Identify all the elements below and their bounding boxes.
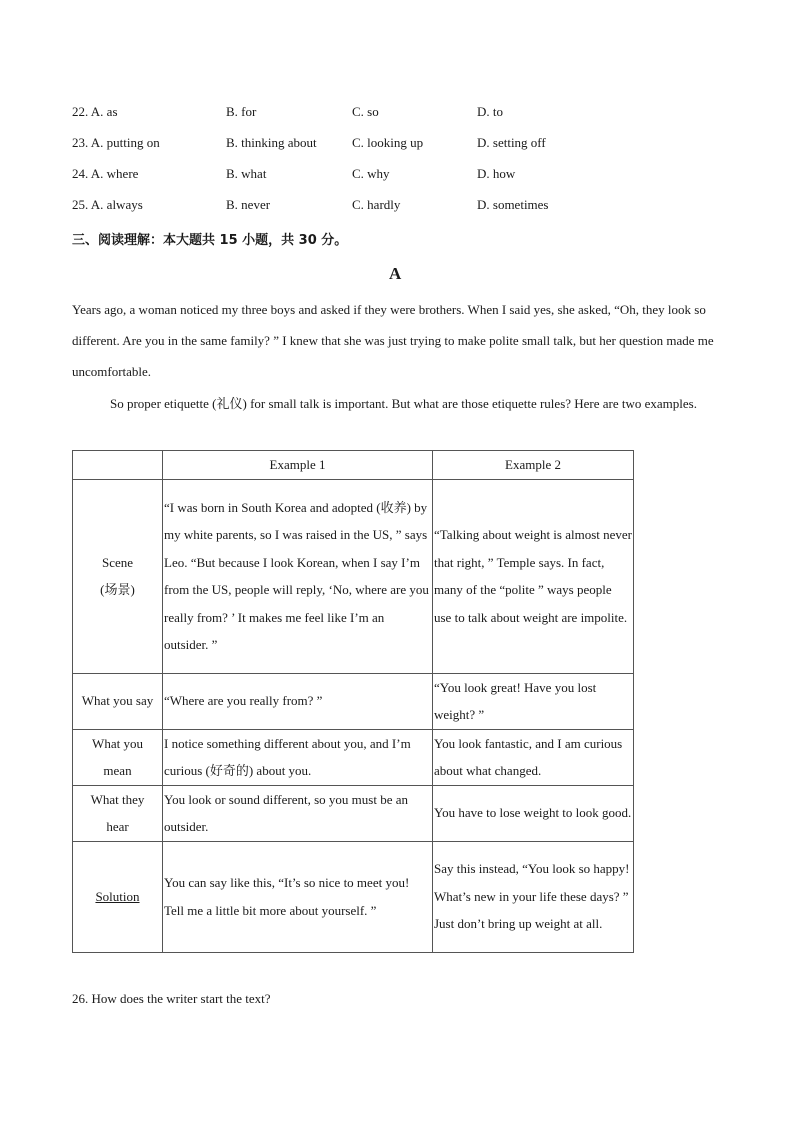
paragraph-text: So proper etiquette (礼仪) for small talk is important. But what are those etiquette rules? Here are two examples. bbox=[110, 396, 697, 411]
table-row-what-they-hear bbox=[73, 785, 634, 841]
table-header-row bbox=[73, 451, 634, 480]
option-a: 24. A. where bbox=[72, 166, 139, 181]
option-c: C. why bbox=[352, 166, 390, 181]
example-1-cell: “Where are you really from? ” bbox=[163, 673, 433, 729]
table-row-what-you-mean bbox=[73, 729, 634, 785]
example-1-cell: “I was born in South Korea and adopted (收养) by my white parents, so I was raised in the US, ” says Leo. “But because I look Korean, when I say I’m from the US, people will reply, ‘No, where are you really from? ’ It makes me feel like I’m an outsider. ” bbox=[163, 479, 433, 673]
example-1-cell: You can say like this, “It’s so nice to meet you! Tell me a little bit more about yourself. ” bbox=[163, 841, 433, 952]
section-heading: 三、阅读理解：本大题共 15 小题，共 30 分。 bbox=[72, 233, 348, 248]
passage-title: A bbox=[389, 264, 402, 283]
option-b: B. for bbox=[226, 104, 257, 119]
passage-paragraph-1 bbox=[72, 294, 732, 387]
option-b: B. never bbox=[226, 197, 271, 212]
row-label: Scene (场景) bbox=[73, 479, 163, 673]
row-label-cell bbox=[73, 841, 163, 952]
option-a: 25. A. always bbox=[72, 197, 143, 212]
option-d: D. how bbox=[477, 166, 516, 181]
example-1-cell: You look or sound different, so you must be an outsider. bbox=[163, 785, 433, 841]
etiquette-table bbox=[72, 450, 634, 953]
table-row-what-you-say bbox=[73, 673, 634, 729]
example-1-cell: I notice something different about you, and I’m curious (好奇的) about you. bbox=[163, 729, 433, 785]
solution-label: Solution bbox=[95, 888, 140, 904]
option-d: D. sometimes bbox=[477, 197, 549, 212]
option-c: C. looking up bbox=[352, 135, 424, 150]
row-label: What you say bbox=[73, 673, 163, 729]
example-2-cell: “You look great! Have you lost weight? ” bbox=[433, 673, 634, 729]
example-2-cell: You look fantastic, and I am curious about what changed. bbox=[433, 729, 634, 785]
option-b: B. what bbox=[226, 166, 267, 181]
question-26: 26. How does the writer start the text? bbox=[72, 991, 271, 1006]
row-label: What they hear bbox=[73, 785, 163, 841]
option-d: D. setting off bbox=[477, 135, 546, 150]
option-a: 22. A. as bbox=[72, 104, 118, 119]
example-2-cell: “Talking about weight is almost never that right, ” Temple says. In fact, many of the “polite ” ways people use to talk about weight are impolite. bbox=[433, 479, 634, 673]
option-a: 23. A. putting on bbox=[72, 135, 160, 150]
option-d: D. to bbox=[477, 104, 503, 119]
table-row-solution bbox=[73, 841, 634, 952]
passage-paragraph-2 bbox=[72, 388, 732, 419]
header-cell-example-2: Example 2 bbox=[433, 451, 634, 480]
table-row-scene bbox=[73, 479, 634, 673]
header-cell-example-1: Example 1 bbox=[163, 451, 433, 480]
header-cell-empty bbox=[73, 451, 163, 480]
option-b: B. thinking about bbox=[226, 135, 317, 150]
option-c: C. hardly bbox=[352, 197, 401, 212]
option-c: C. so bbox=[352, 104, 379, 119]
example-2-cell: You have to lose weight to look good. bbox=[433, 785, 634, 841]
example-2-cell: Say this instead, “You look so happy! What’s new in your life these days? ” Just don’t bring up weight at all. bbox=[433, 841, 634, 952]
paragraph-text: Years ago, a woman noticed my three boys and asked if they were brothers. When I said yes, she asked, “Oh, they look so different. Are you in the same family? ” I knew that she was just trying to make polite small talk, but her question made me uncomfortable. bbox=[72, 302, 714, 379]
row-label: What you mean bbox=[73, 729, 163, 785]
